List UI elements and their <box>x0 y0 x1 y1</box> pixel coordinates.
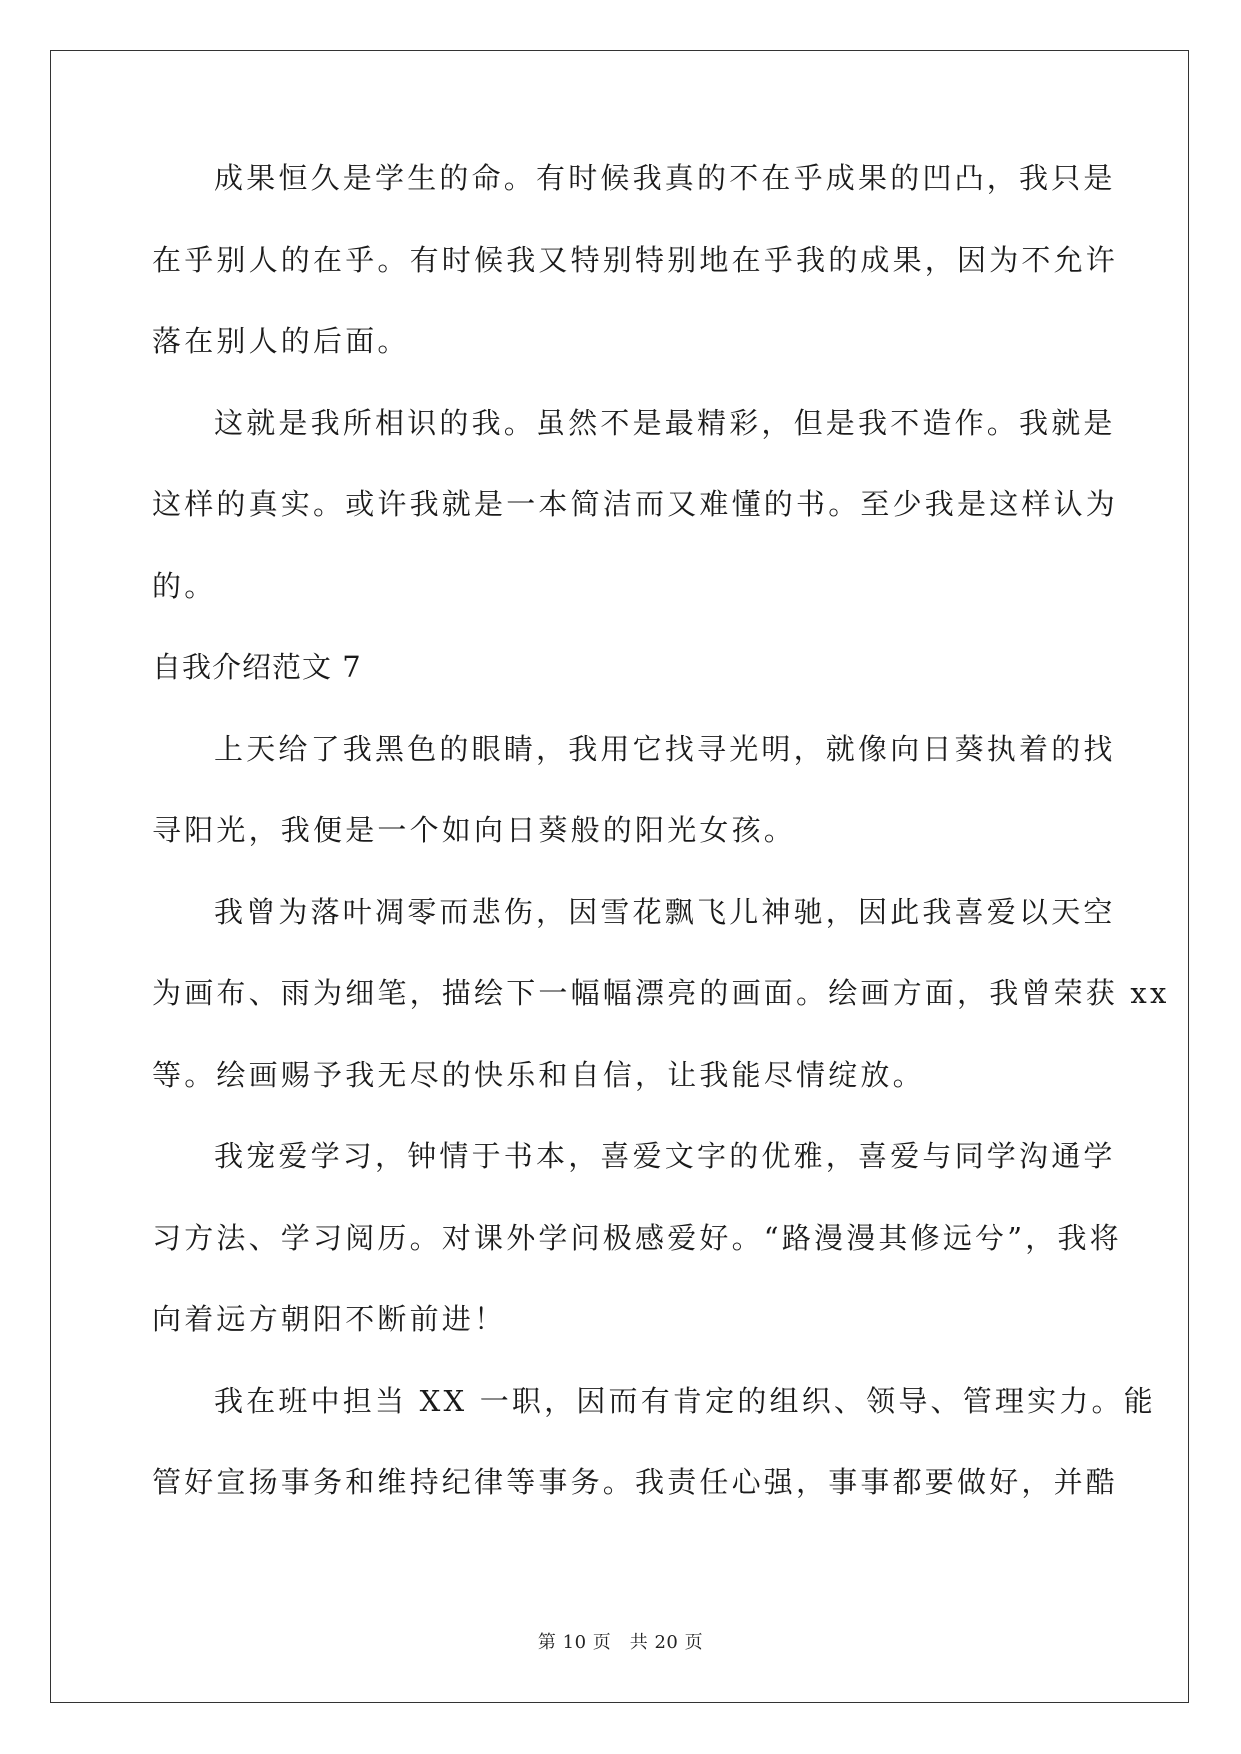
paragraph-line: 在乎别人的在乎。有时候我又特别特别地在乎我的成果，因为不允许 <box>152 242 1119 277</box>
paragraph-line: 这样的真实。或许我就是一本简洁而又难懂的书。至少我是这样认为 <box>152 487 1119 521</box>
section-heading: 自我介绍范文 7 <box>152 650 362 684</box>
paragraph-line: 为画布、雨为细笔，描绘下一幅幅漂亮的画面。绘画方面，我曾荣获 xx <box>152 976 1170 1010</box>
paragraph-line: 寻阳光，我便是一个如向日葵般的阳光女孩。 <box>152 813 797 847</box>
paragraph-line: 上天给了我黑色的眼睛，我用它找寻光明，就像向日葵执着的找 <box>214 731 1116 766</box>
paragraph-line: 管好宣扬事务和维持纪律等事务。我责任心强，事事都要做好，并酷 <box>152 1465 1119 1499</box>
document-body <box>152 160 1170 1546</box>
paragraph-line: 向着远方朝阳不断前进！ <box>152 1302 507 1336</box>
paragraph-line: 这就是我所相识的我。虽然不是最精彩，但是我不造作。我就是 <box>214 405 1116 440</box>
paragraph-line: 我曾为落叶凋零而悲伤，因雪花飘飞儿神驰，因此我喜爱以天空 <box>214 894 1116 929</box>
paragraph-line: 的。 <box>152 568 217 603</box>
page-number-footer: 第 10 页 共 20 页 <box>537 1632 704 1653</box>
paragraph-line: 成果恒久是学生的命。有时候我真的不在乎成果的凹凸，我只是 <box>214 161 1116 195</box>
paragraph-line: 习方法、学习阅历。对课外学问极感爱好。“路漫漫其修远兮”，我将 <box>152 1220 1122 1255</box>
paragraph-line: 我宠爱学习，钟情于书本，喜爱文字的优雅，喜爱与同学沟通学 <box>214 1139 1116 1173</box>
paragraph-line: 落在别人的后面。 <box>152 324 410 358</box>
paragraph-line: 我在班中担当 XX 一职，因而有肯定的组织、领导、管理实力。能 <box>214 1383 1156 1418</box>
paragraph-line: 等。绘画赐予我无尽的快乐和自信，让我能尽情绽放。 <box>152 1057 925 1092</box>
